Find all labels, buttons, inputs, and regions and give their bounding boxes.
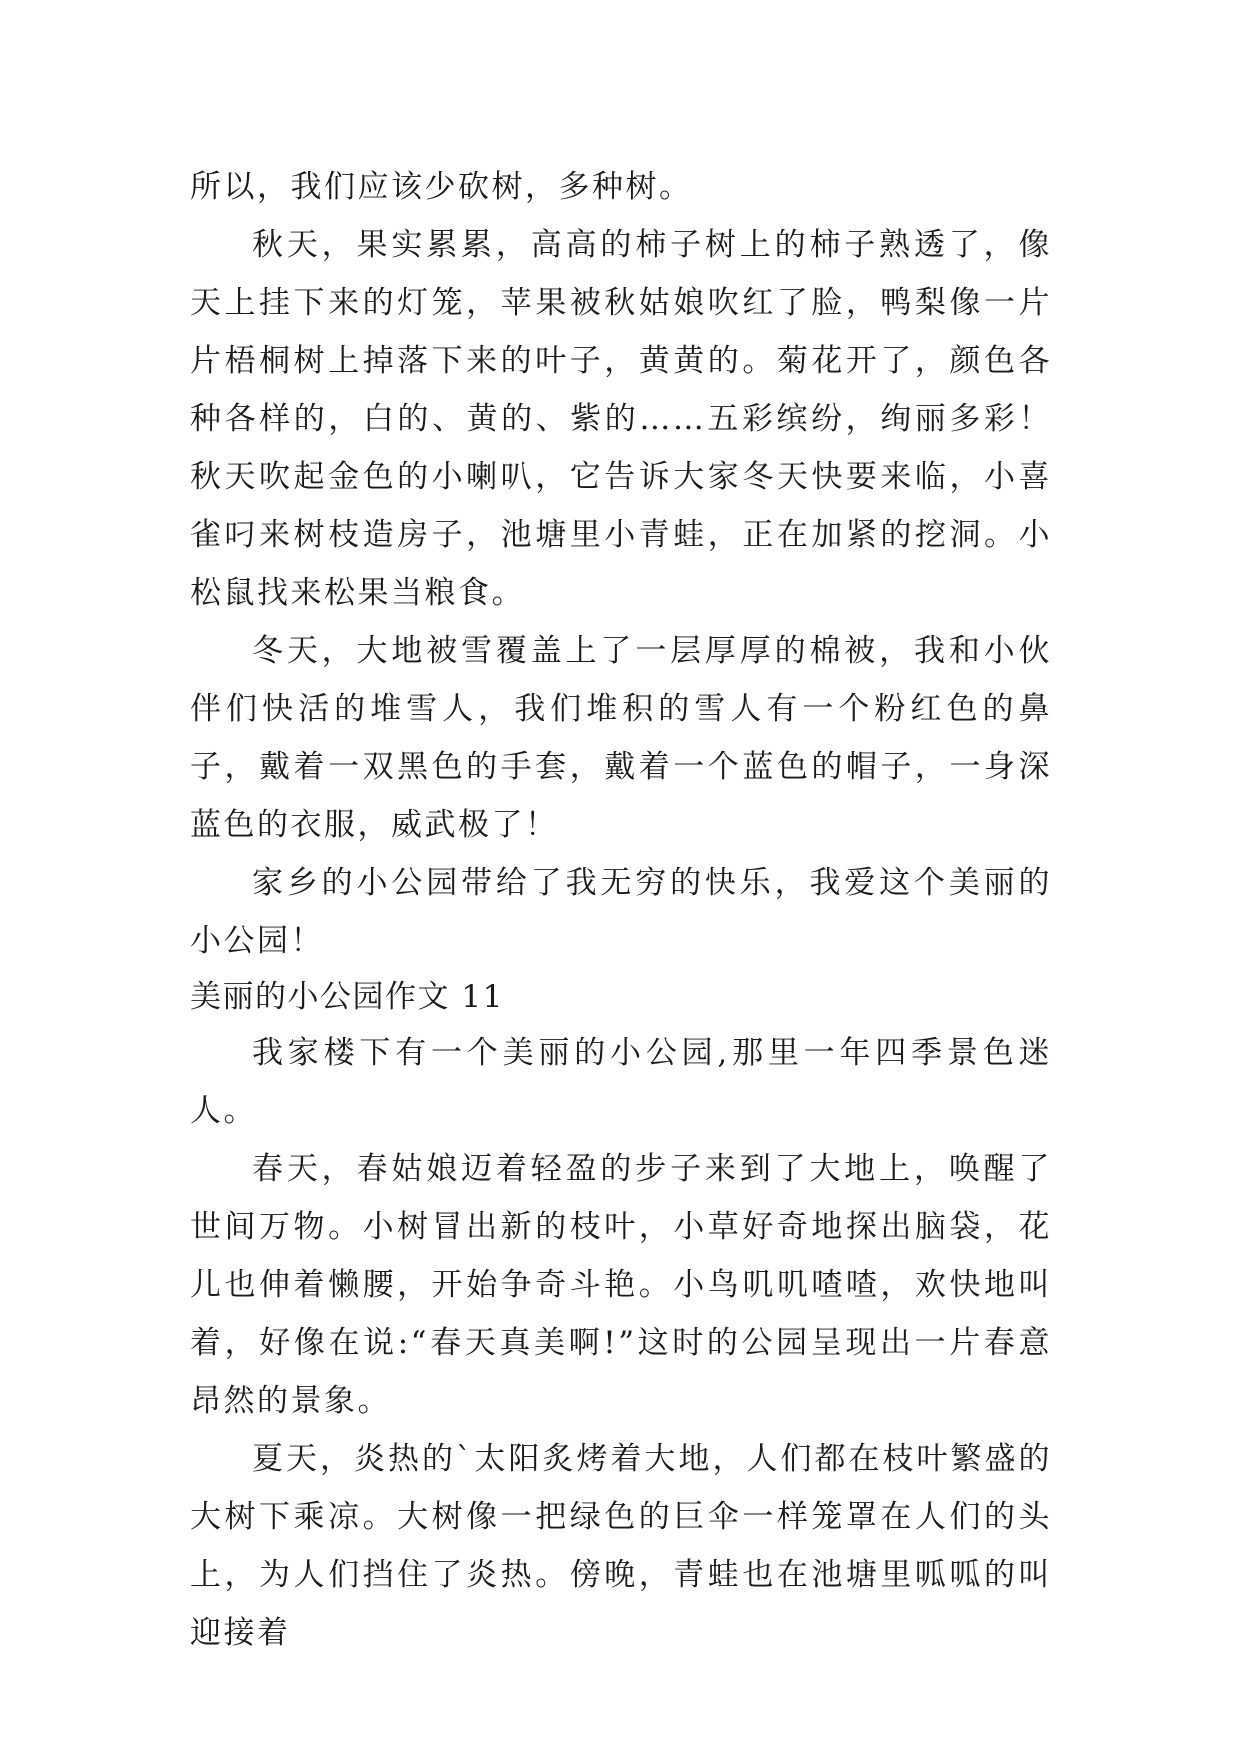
- document-body: [190, 158, 1052, 1662]
- section-title: 美丽的小公园作文 11: [190, 979, 504, 1015]
- paragraph-intro: 我家楼下有一个美丽的小公园,那里一年四季景色迷人。: [190, 1035, 1052, 1129]
- paragraph-autumn: 秋天，果实累累，高高的柿子树上的柿子熟透了，像天上挂下来的灯笼，苹果被秋姑娘吹红了脸，鸭梨像一片片梧桐树上掉落下来的叶子，黄黄的。菊花开了，颜色各种各样的，白的、黄的、紫的……五彩缤纷，绚丽多彩！秋天吹起金色的小喇叭，它告诉大家冬天快要来临，小喜雀叼来树枝造房子，池塘里小青蛙，正在加紧的挖洞。小松鼠找来松果当粮食。: [190, 227, 1052, 611]
- paragraph-conclusion: 家乡的小公园带给了我无穷的快乐，我爱这个美丽的小公园！: [190, 865, 1052, 959]
- paragraph-spring: 春天，春姑娘迈着轻盈的步子来到了大地上，唤醒了世间万物。小树冒出新的枝叶，小草好奇地探出脑袋，花儿也伸着懒腰，开始争奇斗艳。小鸟叽叽喳喳，欢快地叫着，好像在说:“春天真美啊!”这时的公园呈现出一片春意昂然的景象。: [190, 1151, 1052, 1419]
- paragraph-summer: 夏天，炎热的`太阳炙烤着大地，人们都在枝叶繁盛的大树下乘凉。大树像一把绿色的巨伞一样笼罩在人们的头上，为人们挡住了炎热。傍晚，青蛙也在池塘里呱呱的叫迎接着: [190, 1441, 1052, 1651]
- paragraph-continuation: 所以，我们应该少砍树，多种树。: [190, 169, 693, 205]
- paragraph-winter: 冬天，大地被雪覆盖上了一层厚厚的棉被，我和小伙伴们快活的堆雪人，我们堆积的雪人有一个粉红色的鼻子，戴着一双黑色的手套，戴着一个蓝色的帽子，一身深蓝色的衣服，威武极了！: [190, 633, 1052, 843]
